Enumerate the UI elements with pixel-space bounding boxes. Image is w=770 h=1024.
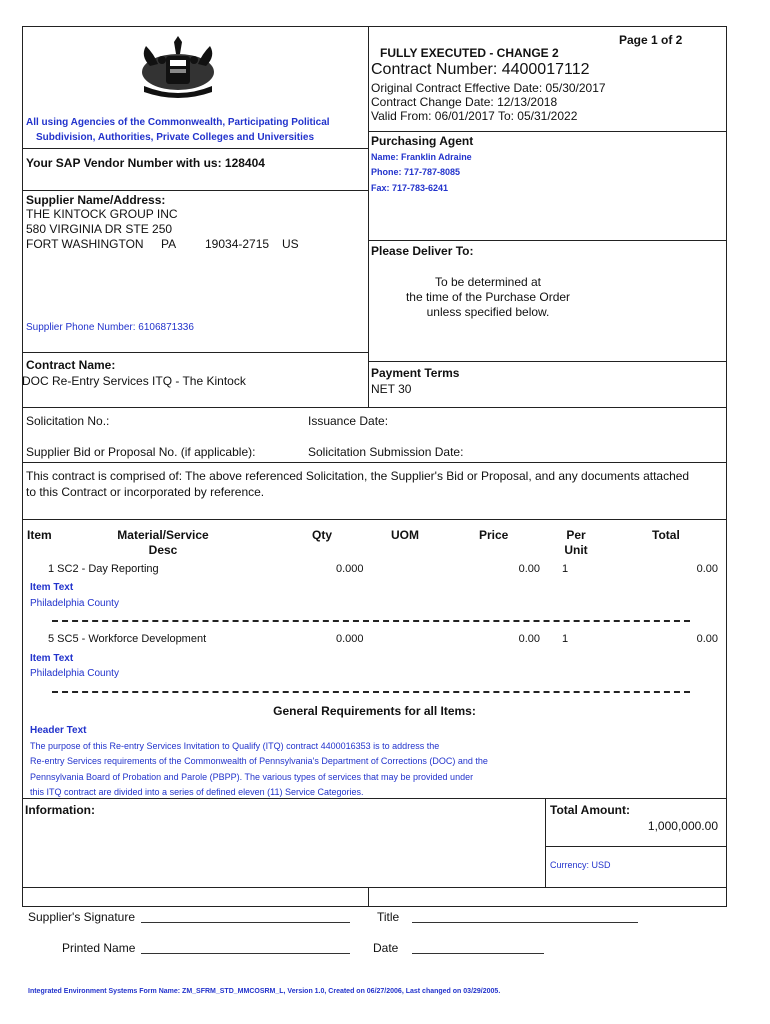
- rule-total: [545, 846, 727, 847]
- payment-terms-label: Payment Terms: [371, 366, 460, 380]
- rule-4: [22, 407, 727, 408]
- rule-right-2: [368, 240, 727, 241]
- col-item: Item: [27, 528, 52, 542]
- printed-name-line[interactable]: [141, 941, 350, 954]
- contract-name-label: Contract Name:: [26, 358, 116, 372]
- title-label: Title: [377, 910, 400, 924]
- supplier-state: PA: [161, 237, 177, 251]
- supplier-phone: Supplier Phone Number: 6106871336: [26, 322, 194, 333]
- supplier-city: FORT WASHINGTON: [26, 237, 144, 251]
- contract-number: Contract Number: 4400017112: [371, 61, 590, 78]
- status-title: FULLY EXECUTED - CHANGE 2: [380, 46, 559, 60]
- general-requirements-title: General Requirements for all Items:: [273, 704, 476, 718]
- rule-right-3: [368, 361, 727, 362]
- purchasing-agent-label: Purchasing Agent: [371, 134, 474, 148]
- frame-bottom: [22, 906, 727, 907]
- line-item-5-total: 0.00: [696, 633, 718, 645]
- frame-top: [22, 26, 727, 27]
- supplier-zip: 19034-2715: [205, 237, 270, 251]
- sap-vendor-number: Your SAP Vendor Number with us: 128404: [26, 156, 265, 170]
- contract-comprised-line-1: This contract is comprised of: The above referenced Solicitation, the Supplier's Bid or Proposal, and any documents attached: [26, 469, 690, 483]
- rule-left-1: [22, 148, 368, 149]
- payment-terms: NET 30: [371, 382, 412, 396]
- original-effective-date: Original Contract Effective Date: 05/30/2017: [371, 81, 606, 95]
- total-amount-label: Total Amount:: [550, 803, 630, 817]
- col-per-2: Unit: [564, 543, 588, 557]
- form-footer: Integrated Environment Systems Form Name: ZM_SFRM_STD_MMCOSRM_L, Version 1.0, Created on 06/27/2006, Last changed on 03/29/2005.: [28, 988, 501, 995]
- supplier-signature-label: Supplier's Signature: [28, 910, 136, 924]
- supplier-signature-line[interactable]: [141, 910, 350, 923]
- deliver-line-3: unless specified below.: [426, 305, 550, 319]
- submission-date: Solicitation Submission Date:: [308, 445, 464, 459]
- col-total: Total: [652, 528, 680, 542]
- currency: Currency: USD: [550, 860, 611, 870]
- deliver-line-2: the time of the Purchase Order: [405, 290, 571, 304]
- line-item-5-text: Philadelphia County: [30, 668, 119, 679]
- line-item-5-price: 0.00: [518, 633, 540, 645]
- contract-comprised-line-2: to this Contract or incorporated by reference.: [26, 485, 265, 499]
- col-per-1: Per: [566, 528, 586, 542]
- rule-right-1: [368, 131, 727, 132]
- line-item-1-qty: 0.000: [336, 563, 364, 575]
- contract-name: DOC Re-Entry Services ITQ - The Kintock: [22, 374, 246, 388]
- header-text-line-1: The purpose of this Re-entry Services Invitation to Qualify (ITQ) contract 4400016353 is to address the: [30, 741, 440, 751]
- supplier-country: US: [282, 237, 299, 251]
- divider-header: [368, 26, 369, 407]
- supplier-address: 580 VIRGINIA DR STE 250: [26, 222, 173, 236]
- supplier-name: THE KINTOCK GROUP INC: [26, 207, 178, 221]
- contract-change-date: Contract Change Date: 12/13/2018: [371, 95, 558, 109]
- line-item-5-qty: 0.000: [336, 633, 364, 645]
- rule-5: [22, 462, 727, 463]
- date-line[interactable]: [412, 941, 544, 954]
- line-item-1-text-label: Item Text: [30, 582, 74, 593]
- valid-dates: Valid From: 06/01/2017 To: 05/31/2022: [371, 109, 578, 123]
- col-desc-1: Material/Service: [117, 528, 209, 542]
- header-text-label: Header Text: [30, 725, 87, 736]
- line-item-5-per: 1: [562, 633, 569, 645]
- row-separator: [52, 691, 690, 693]
- deliver-to-label: Please Deliver To:: [371, 244, 474, 258]
- line-item-5-text-label: Item Text: [30, 653, 74, 664]
- solicitation-no: Solicitation No.:: [26, 414, 110, 428]
- rule-7: [22, 798, 727, 799]
- rule-left-3: [22, 352, 368, 353]
- line-item-1-text: Philadelphia County: [30, 598, 119, 609]
- rule-left-2: [22, 190, 368, 191]
- divider-signature: [368, 887, 369, 907]
- header-text-line-2: Re-entry Services requirements of the Commonwealth of Pennsylvania's Department of Corrections (DOC) and the: [30, 756, 488, 766]
- line-item-1-total: 0.00: [696, 563, 718, 575]
- col-qty: Qty: [312, 528, 333, 542]
- divider-total: [545, 798, 546, 887]
- date-label: Date: [373, 941, 399, 955]
- issuance-date: Issuance Date:: [308, 414, 389, 428]
- supplier-bid-no: Supplier Bid or Proposal No. (if applicable):: [26, 445, 256, 459]
- rule-6: [22, 519, 727, 520]
- printed-name-label: Printed Name: [62, 941, 136, 955]
- deliver-line-1: To be determined at: [434, 275, 542, 289]
- rule-8: [22, 887, 727, 888]
- title-line[interactable]: [412, 910, 638, 923]
- frame-right: [726, 26, 727, 907]
- line-item-1-per: 1: [562, 563, 569, 575]
- agent-phone: Phone: 717-787-8085: [371, 167, 461, 177]
- agent-fax: Fax: 717-783-6241: [371, 183, 449, 193]
- header-text-line-4: this ITQ contract are divided into a series of defined eleven (11) Service Categories.: [30, 787, 364, 797]
- row-separator: [52, 620, 690, 622]
- agencies-line-2: Subdivision, Authorities, Private Colleges and Universities: [36, 132, 315, 143]
- frame-left: [22, 26, 23, 907]
- header-text-line-3: Pennsylvania Board of Probation and Parole (PBPP). The various types of services that may be provided under: [30, 772, 474, 782]
- line-item-5: 5 SC5 - Workforce Development: [48, 633, 207, 645]
- line-item-1-price: 0.00: [518, 563, 540, 575]
- line-item-1: 1 SC2 - Day Reporting: [48, 563, 159, 575]
- agent-name: Name: Franklin Adraine: [371, 152, 472, 162]
- col-price: Price: [479, 528, 509, 542]
- page-number: Page 1 of 2: [619, 33, 683, 47]
- agencies-line-1: All using Agencies of the Commonwealth, Participating Political: [26, 117, 330, 128]
- commonwealth-seal-icon: [136, 36, 220, 100]
- total-amount: 1,000,000.00: [647, 819, 718, 833]
- supplier-label: Supplier Name/Address:: [26, 193, 166, 207]
- information-label: Information:: [25, 803, 95, 817]
- col-uom: UOM: [391, 528, 419, 542]
- col-desc-2: Desc: [148, 543, 178, 557]
